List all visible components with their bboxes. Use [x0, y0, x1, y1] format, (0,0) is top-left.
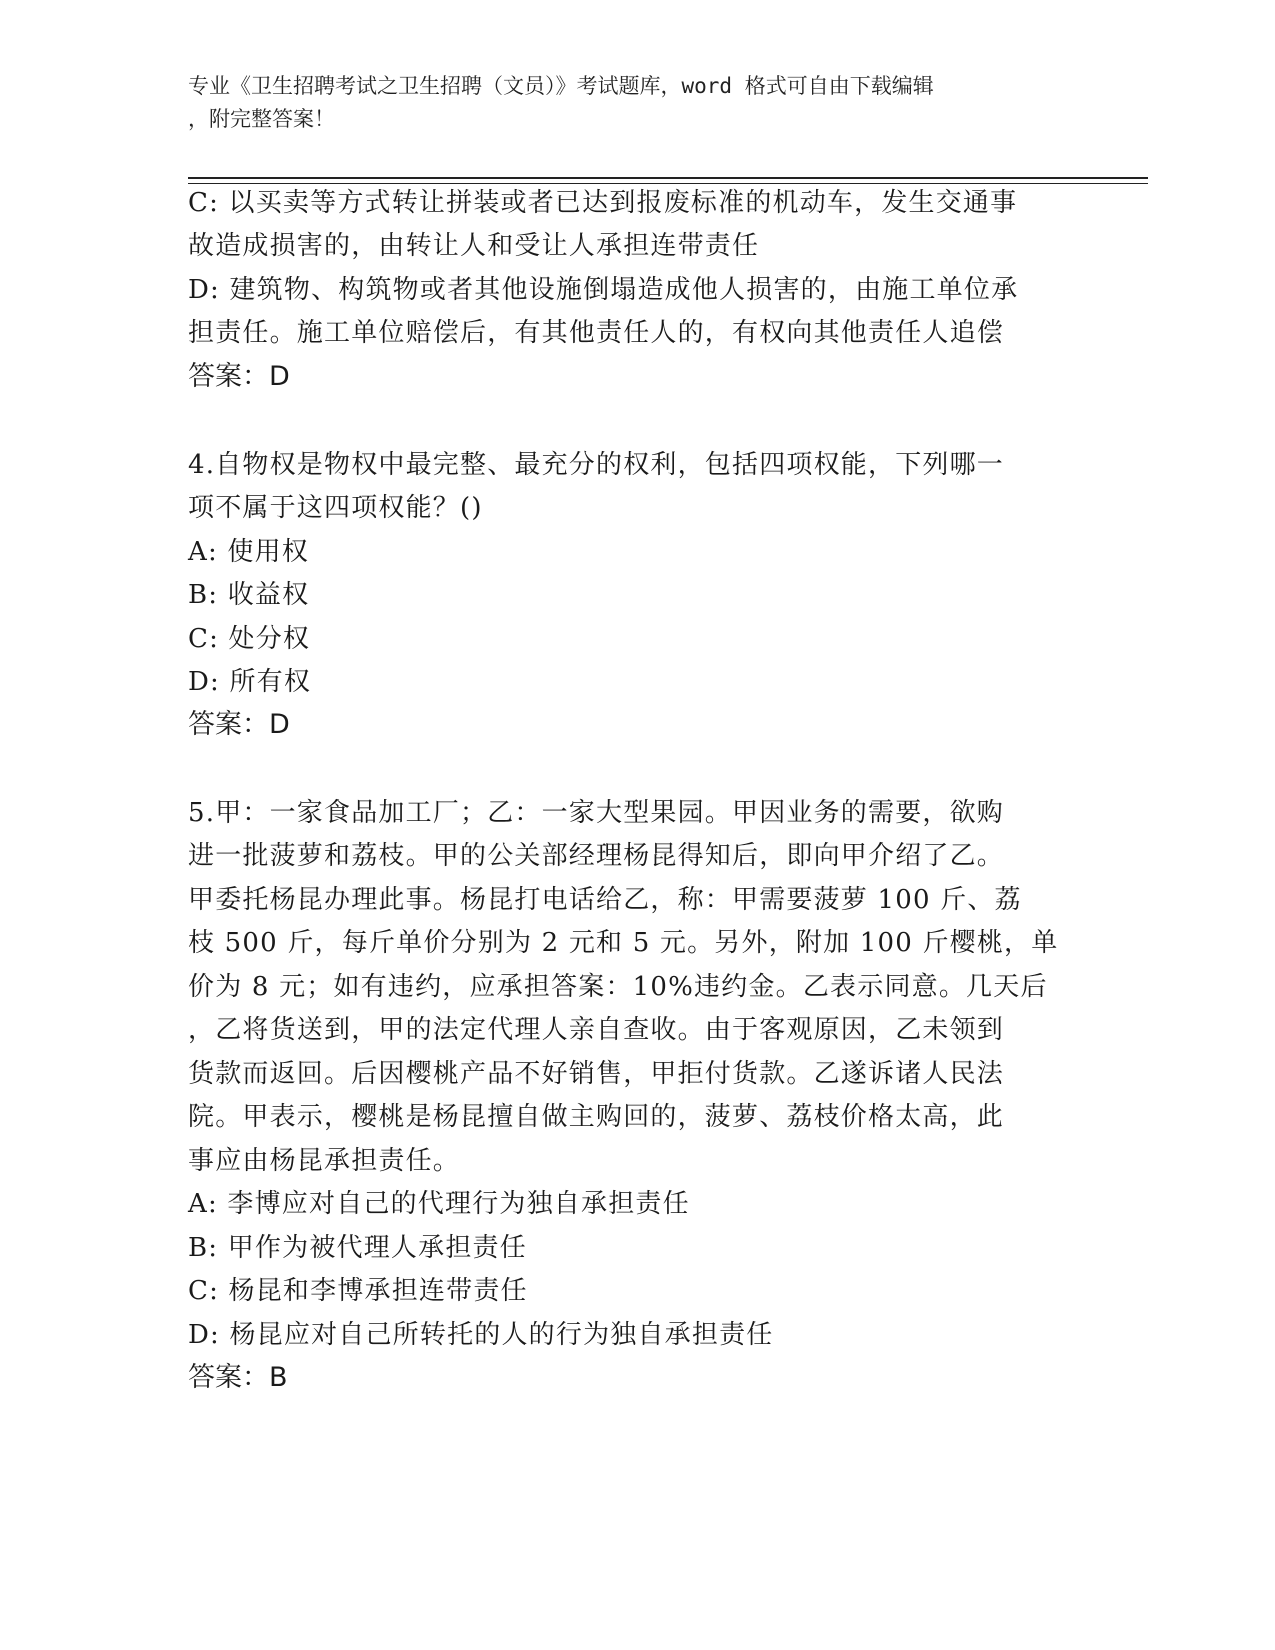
document-header [188, 70, 1068, 136]
q5-stem-line-5: 价为 8 元；如有违约，应承担答案：10%违约金。乙表示同意。几天后 [188, 972, 1048, 1002]
header-line-2: ，附完整答案！ [188, 107, 335, 131]
q4-option-c: C: 处分权 [188, 624, 311, 654]
q5-answer: 答案：B [188, 1362, 288, 1393]
q4-option-b: B: 收益权 [188, 580, 310, 610]
q4-stem-line-1: 4.自物权是物权中最完整、最充分的权利，包括四项权能，下列哪一 [188, 450, 1005, 480]
q4-option-d: D: 所有权 [188, 667, 312, 697]
q3-option-d-line-2: 担责任。施工单位赔偿后，有其他责任人的，有权向其他责任人追偿 [188, 318, 1005, 348]
q5-stem-line-7: 货款而返回。后因樱桃产品不好销售，甲拒付货款。乙遂诉诸人民法 [188, 1059, 1005, 1089]
q3-option-c-line-2: 故造成损害的，由转让人和受让人承担连带责任 [188, 231, 760, 261]
q5-option-c: C: 杨昆和李博承担连带责任 [188, 1276, 528, 1306]
q5-stem-line-3: 甲委托杨昆办理此事。杨昆打电话给乙，称：甲需要菠萝 100 斤、荔 [188, 885, 1022, 915]
q3-option-c-line-1: C: 以买卖等方式转让拼装或者已达到报废标准的机动车，发生交通事 [188, 188, 1018, 218]
q5-stem-line-2: 进一批菠萝和荔枝。甲的公关部经理杨昆得知后，即向甲介绍了乙。 [188, 841, 1005, 871]
q5-stem-line-4: 枝 500 斤，每斤单价分别为 2 元和 5 元。另外，附加 100 斤樱桃，单 [188, 928, 1059, 958]
q3-option-d-line-1: D: 建筑物、构筑物或者其他设施倒塌造成他人损害的，由施工单位承 [188, 275, 1019, 305]
q5-stem-line-6: ，乙将货送到，甲的法定代理人亲自查收。由于客观原因，乙未领到 [188, 1015, 1005, 1045]
q4-answer: 答案：D [188, 709, 290, 740]
q5-option-d: D: 杨昆应对自己所转托的人的行为独自承担责任 [188, 1320, 774, 1350]
q5-stem-line-8: 院。甲表示，樱桃是杨昆擅自做主购回的，菠萝、荔枝价格太高，此 [188, 1102, 1005, 1132]
q5-stem-line-9: 事应由杨昆承担责任。 [188, 1146, 461, 1176]
header-divider-thin [188, 183, 1148, 184]
q5-stem-line-1: 5.甲：一家食品加工厂；乙：一家大型果园。甲因业务的需要，欲购 [188, 798, 1005, 828]
q4-option-a: A: 使用权 [188, 537, 310, 567]
q3-answer: 答案：D [188, 361, 290, 392]
q5-option-a: A: 李博应对自己的代理行为独自承担责任 [188, 1189, 690, 1219]
q5-option-b: B: 甲作为被代理人承担责任 [188, 1233, 527, 1263]
q4-stem-line-2: 项不属于这四项权能？() [188, 493, 483, 523]
header-divider-thick [188, 177, 1148, 179]
header-line-1: 专业《卫生招聘考试之卫生招聘（文员）》考试题库，word 格式可自由下载编辑 [188, 74, 934, 98]
